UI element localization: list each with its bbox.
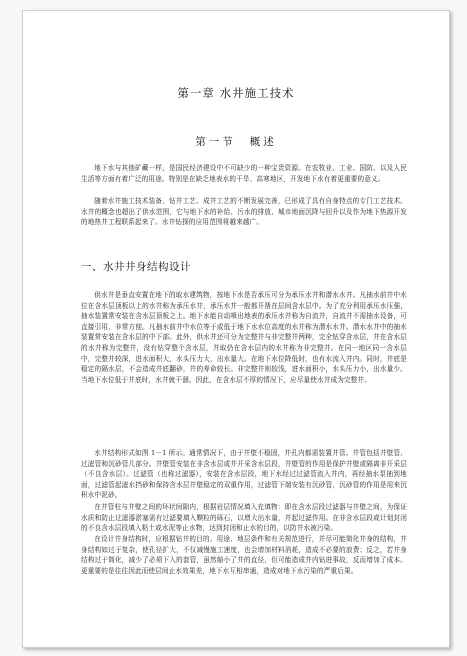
section-title: [23, 134, 449, 149]
body-paragraph: 供水井是垂直安置在地下的取水建筑物，按地下水是否承压可分为承压水井和潜水水井。凡抽水前井中水位在含水层顶板以上的水井称为承压水井，承压水井一般都开凿在层间含水层中。为了充分利用承压水压强，抽水装置常安装在含水层顶板之上。地下水能自动喷出地表的承压水井称为自流井，自流井不需抽水设备，可直接引用，非常方便。凡抽水前井中水位等于或低于地下水水位高度的水井称为潜水水井。潜水水井中的抽水装置常安装在含水层的中下部。此外，供水井还可分为完整井与非完整井两种，完全钻穿含水层，并在含水层的水井称为完整井，没有钻穿整个含水层，并取仍在含水层内的水井称为非完整井。在同一地区同一含水层中，完整井较深，进水面积大，水头压力大，出水量大。在地下水位降低时，也有水流入井内。同时，井底是稳定的隔水层，不会造成井底翻砂，井的寿命较长。非完整井则较浅，进水面积小，水头压力小，出水量少。当地下水位低于井底时，水井就干涸。因此，在含水层不厚的情况下，应尽量使水井成为完整井。: [81, 291, 407, 384]
subsection-heading: 一、水井井身结构设计: [81, 261, 191, 273]
intro-paragraph: 随着水井施工技术装备、钻井工艺、成井工艺的不断发展完善，已形成了具有自身特点的专门工艺技术。水井的概念也超出了供水范围，它与地下水的补给、污水的排放、城市地面沉降与回升以及作为地下热源开发的地热井工程联系起来了。水井钻探的应用范围将越来越广。: [81, 197, 407, 227]
body-paragraph: 水井结构形式如图 1－1 所示。通常情况下，由于井壁不稳固，井孔内都需装置井管。井管包括井壁管、过滤管和沉砂管几部分。井壁管安装在非含水层或井开采含水层段，井壁管的作用是保护井壁或隔离非开采层（不良含水层）。过滤管（也称过滤器），安装在含水层段，地下水经过过滤管流入井内，再经抽水泵抽到地面，过滤管起滤水挡砂和保持含水层井壁稳定的双重作用，过滤管下端安装有沉砂管，沉砂管的作用是用来沉积水中泥砂。: [81, 449, 407, 500]
section-number: 第一节: [195, 136, 236, 148]
body-paragraph: 在井管柱与井壁之间的环状间隙内，根据岩层情况填入充填物：即在含水层段过滤器与井壁之间，为保证水质和防止过滤器淤塞需有过滤要填入颗粒的砾石，以增大出水量，并起过滤作用。在非含水层段或计划封闭的不良含水层段填入粘土或水泥等止水物，达到封闭和止水的目的，以防井水被污染。: [81, 503, 407, 533]
intro-paragraph: 地下水与其他矿藏一样，是国民经济建设中不可缺少的一种宝贵资源。在农牧业、工业、国防、以及人民生活等方面有着广泛的用途。特别是在缺乏地表水的干旱、高寒地区，开发地下水有着更重要的意义。: [81, 164, 407, 183]
chapter-title: 第一章 水井施工技术: [177, 86, 295, 100]
document-page: [22, 10, 450, 648]
body-paragraph: 在设计井身结构时，应根据钻井的目的、用途、地层条件和有关规范进行，并尽可能简化井身的结构，井身结构如过于复杂，使孔径扩大，不仅减慢施工速度，也会增加材料消耗，造成不必要的浪费；反之，若井身结构过于简化，减少了必须下入的套管，虽然缩小了井的直径，但可能造成井内钻进事故，反而增加了成本。更重要的是往往因此而使层间止水效果差，地下水互相串通，造成对地下水污染的严重后果。: [81, 535, 407, 575]
section-name: 概述: [249, 136, 277, 148]
